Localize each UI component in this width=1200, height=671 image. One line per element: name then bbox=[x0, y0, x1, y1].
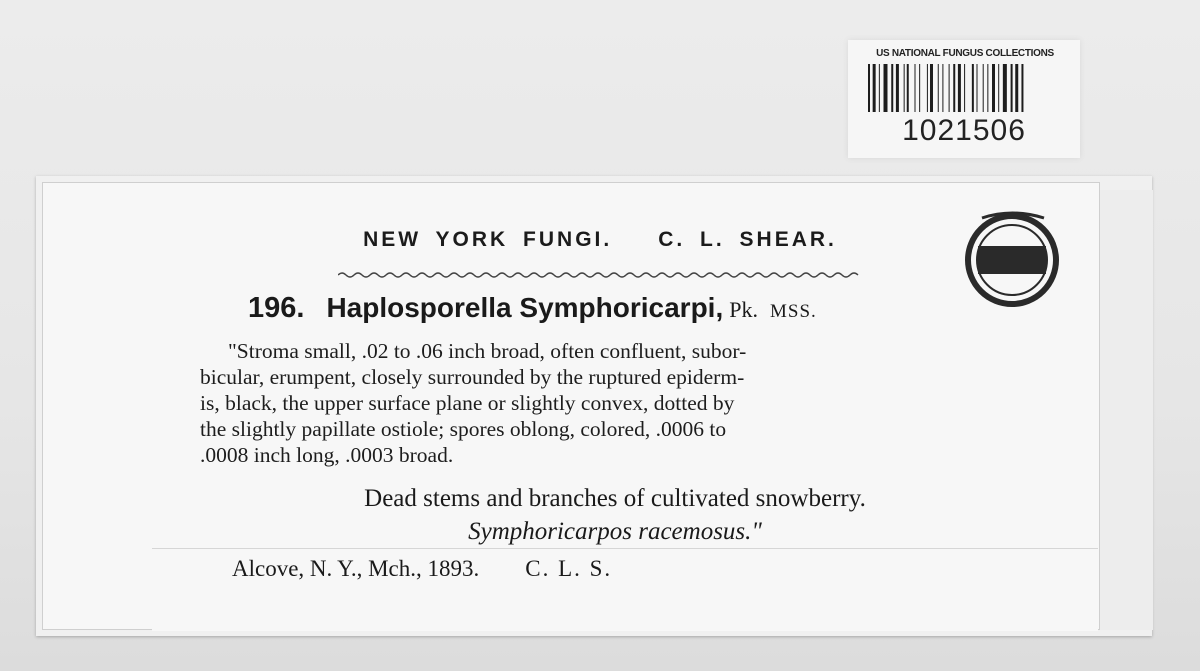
barcode-bar bbox=[915, 64, 916, 112]
barcode-bar bbox=[998, 64, 999, 112]
barcode-bar bbox=[953, 64, 955, 112]
barcode-bar bbox=[891, 64, 893, 112]
barcode-bar bbox=[1011, 64, 1013, 112]
barcode-bar bbox=[958, 64, 961, 112]
specimen-number: 196. bbox=[248, 292, 305, 324]
collector-name: C. L. SHEAR. bbox=[658, 228, 837, 251]
herbarium-stamp bbox=[962, 208, 1062, 308]
taxon-line bbox=[248, 292, 817, 325]
barcode-institution: US NATIONAL FUNGUS COLLECTIONS bbox=[876, 48, 1054, 59]
barcode-bar bbox=[919, 64, 920, 112]
barcode-bar bbox=[983, 64, 984, 112]
description-line: is, black, the upper surface plane or slightly convex, dotted by bbox=[200, 391, 735, 415]
barcode-number: 1021506 bbox=[902, 114, 1026, 147]
barcode-bar bbox=[927, 64, 928, 112]
barcode-bar bbox=[884, 64, 888, 112]
barcode-bar bbox=[873, 64, 876, 112]
barcode-bar bbox=[949, 64, 950, 112]
barcode-bar bbox=[930, 64, 933, 112]
locality-line bbox=[232, 556, 612, 582]
collector-initials: C. L. S. bbox=[525, 556, 613, 581]
species-author: Pk. bbox=[729, 297, 758, 322]
description-line: the slightly papillate ostiole; spores oblong, colored, .0006 to bbox=[200, 417, 727, 441]
barcode-bar bbox=[938, 64, 939, 112]
manuscript-note: MSS. bbox=[769, 301, 817, 322]
species-description bbox=[200, 338, 1020, 468]
barcode-bar bbox=[964, 64, 965, 112]
barcode-bar bbox=[879, 64, 880, 112]
locality-date: Alcove, N. Y., Mch., 1893. bbox=[232, 556, 480, 581]
description-line: .0008 inch long, .0003 broad. bbox=[200, 443, 454, 467]
barcode-bar bbox=[896, 64, 899, 112]
barcode-label bbox=[848, 40, 1080, 158]
barcode-bar bbox=[987, 64, 988, 112]
host-plant: Symphoricarpos racemosus." bbox=[468, 518, 762, 545]
barcode-bar bbox=[977, 64, 978, 112]
barcode-bar bbox=[1003, 64, 1007, 112]
series-title: NEW YORK FUNGI. bbox=[363, 228, 613, 251]
barcode-bar bbox=[868, 64, 870, 112]
barcode-bar bbox=[992, 64, 995, 112]
barcode-bar bbox=[907, 64, 909, 112]
description-line: bicular, erumpent, closely surrounded by the ruptured epiderm- bbox=[200, 365, 745, 389]
habitat-text: Dead stems and branches of cultivated snowberry. bbox=[364, 485, 866, 512]
species-name: Haplosporella Symphoricarpi, bbox=[326, 292, 724, 323]
barcode-bar bbox=[904, 64, 905, 112]
barcode-bar bbox=[942, 64, 943, 112]
description-line: "Stroma small, .02 to .06 inch broad, often confluent, subor- bbox=[228, 339, 747, 363]
decorative-rule bbox=[338, 270, 862, 280]
barcode-bars bbox=[868, 64, 1062, 112]
barcode-bar bbox=[1015, 64, 1018, 112]
barcode-bar bbox=[1021, 64, 1023, 112]
barcode-bar bbox=[972, 64, 974, 112]
